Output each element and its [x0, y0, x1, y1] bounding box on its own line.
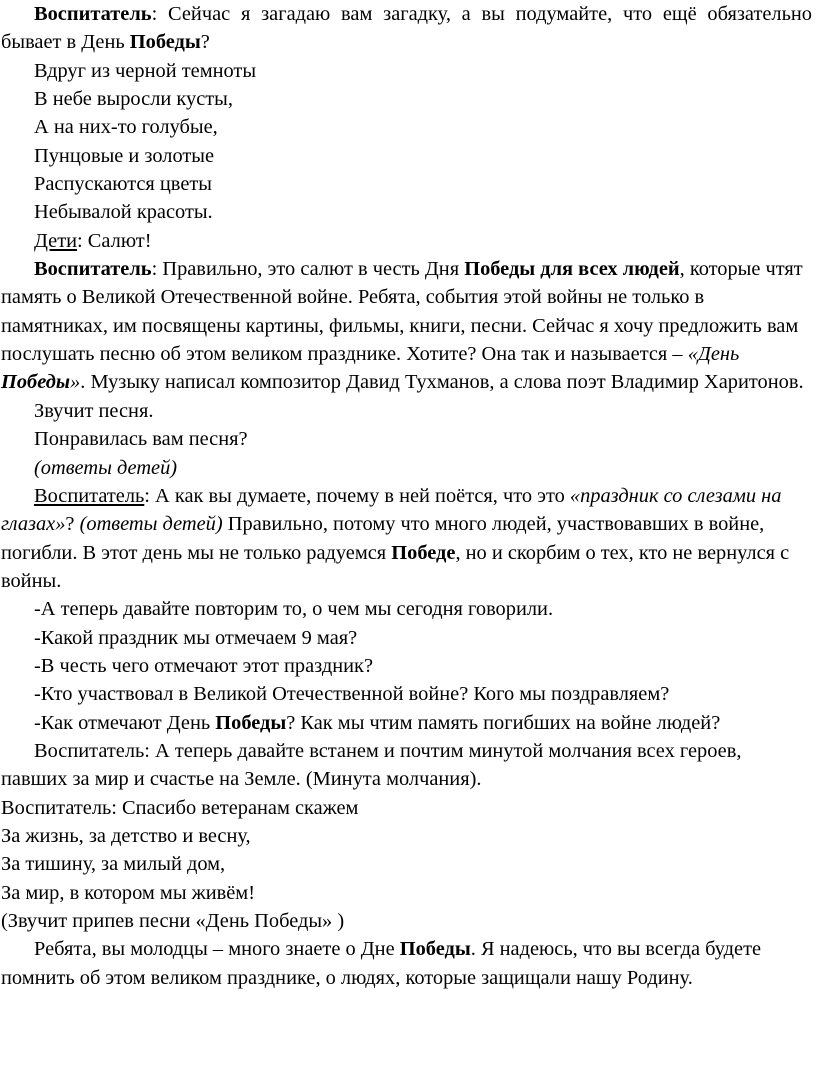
speaker-label: Воспитатель [34, 3, 152, 25]
song-title-bold: Победы [1, 371, 71, 394]
poem-line: За тишину, за милый дом, [1, 853, 226, 876]
riddle-line: Пунцовые и золотые [34, 144, 215, 167]
riddle-line: В небе выросли кусты, [34, 88, 233, 111]
bold-term: Победе [391, 541, 456, 564]
bold-term: Победы для всех людей [464, 258, 680, 281]
paragraph-text: . Я надеюсь, что вы всегда будете помнить об этом великом празднике, о людях, которые защищали нашу Родину. [1, 938, 762, 989]
song-title: «День [687, 343, 740, 366]
question-line: -Какой праздник мы отмечаем 9 мая? [34, 626, 358, 649]
paragraph-text: : Правильно, это салют в честь Дня [151, 258, 465, 281]
stage-direction [1, 454, 812, 482]
riddle-line: Небывалой красоты. [34, 201, 213, 224]
paragraph-text: : Сейчас я загадаю вам загадку, а вы подумайте, что ещё обязательно бывает в День [1, 3, 812, 54]
question-line [1, 709, 812, 737]
paragraph-riddle-intro [1, 0, 812, 57]
bold-term: Победы [129, 31, 201, 54]
paragraph-text: ? [65, 513, 80, 536]
speaker-label: Воспитатель [34, 258, 152, 281]
speaker-label: Воспитатель [34, 484, 145, 507]
riddle-line: Вдруг из черной темноты [34, 59, 257, 82]
paragraph-text: ? Как мы чтим память погибших на войне людей? [286, 711, 721, 734]
poem-line: За мир, в котором мы живём! [1, 881, 256, 904]
paragraph-text: : Салют! [77, 229, 152, 252]
riddle-line: Распускаются цветы [34, 173, 212, 196]
paragraph-text: Правильно, потому что много людей, участвовавших в войне, погибли. В этот день мы не только радуемся [1, 513, 765, 564]
children-answers-note: (ответы детей) [79, 513, 223, 536]
paragraph-tears [1, 482, 812, 595]
poem-line: (Звучит припев песни «День Победы» ) [1, 910, 345, 932]
children-answer [1, 227, 812, 255]
quote-text: «праздник со слезами на глазах» [1, 484, 782, 536]
question-line: Понравилась вам песня? [34, 428, 248, 451]
riddle-line: А на них-то голубые, [34, 116, 218, 139]
song-title: » [70, 371, 81, 394]
question-line: -А теперь давайте повторим то, о чем мы сегодня говорили. [34, 598, 554, 621]
question-line: -В честь чего отмечают этот праздник? [34, 654, 374, 677]
paragraph-text: , но и скорбим о тех, кто не вернулся с войны. [1, 541, 790, 592]
paragraph-salute [1, 255, 812, 397]
paragraph-closing [1, 935, 812, 992]
paragraph-text: Ребята, вы молодцы – много знаете о Дне [34, 938, 400, 961]
bold-term: Победы [399, 938, 471, 961]
stage-direction: Звучит песня. [34, 399, 154, 422]
poem-line: Воспитатель: Спасибо ветеранам скажем [1, 796, 359, 819]
children-answers-note: (ответы детей) [34, 456, 178, 479]
paragraph-text: : А как вы думаете, почему в ней поётся, что это [144, 484, 570, 507]
paragraph-text: -Как отмечают День [34, 711, 216, 734]
paragraph-silence: Воспитатель: А теперь давайте встанем и почтим минутой молчания всех героев, павших за мир и счастье на Земле. (Минута молчания). [1, 739, 742, 791]
speaker-label: Дети [34, 229, 78, 252]
paragraph-text: . Музыку написал композитор Давид Тухманов, а слова поэт Владимир Харитонов. [80, 371, 804, 394]
paragraph-text: , которые чтят память о Великой Отечественной войне. Ребята, события этой войны не только в памятниках, им посвящены картины, фильмы, книги, песни. Сейчас я хочу предложить вам послушать песню об этом великом празднике. Хотите? Она так и называется – [1, 258, 803, 366]
bold-term: Победы [215, 711, 287, 734]
poem-line: За жизнь, за детство и весну, [1, 824, 251, 847]
question-line: -Кто участвовал в Великой Отечественной войне? Кого мы поздравляем? [34, 683, 670, 706]
paragraph-text: ? [200, 31, 210, 54]
